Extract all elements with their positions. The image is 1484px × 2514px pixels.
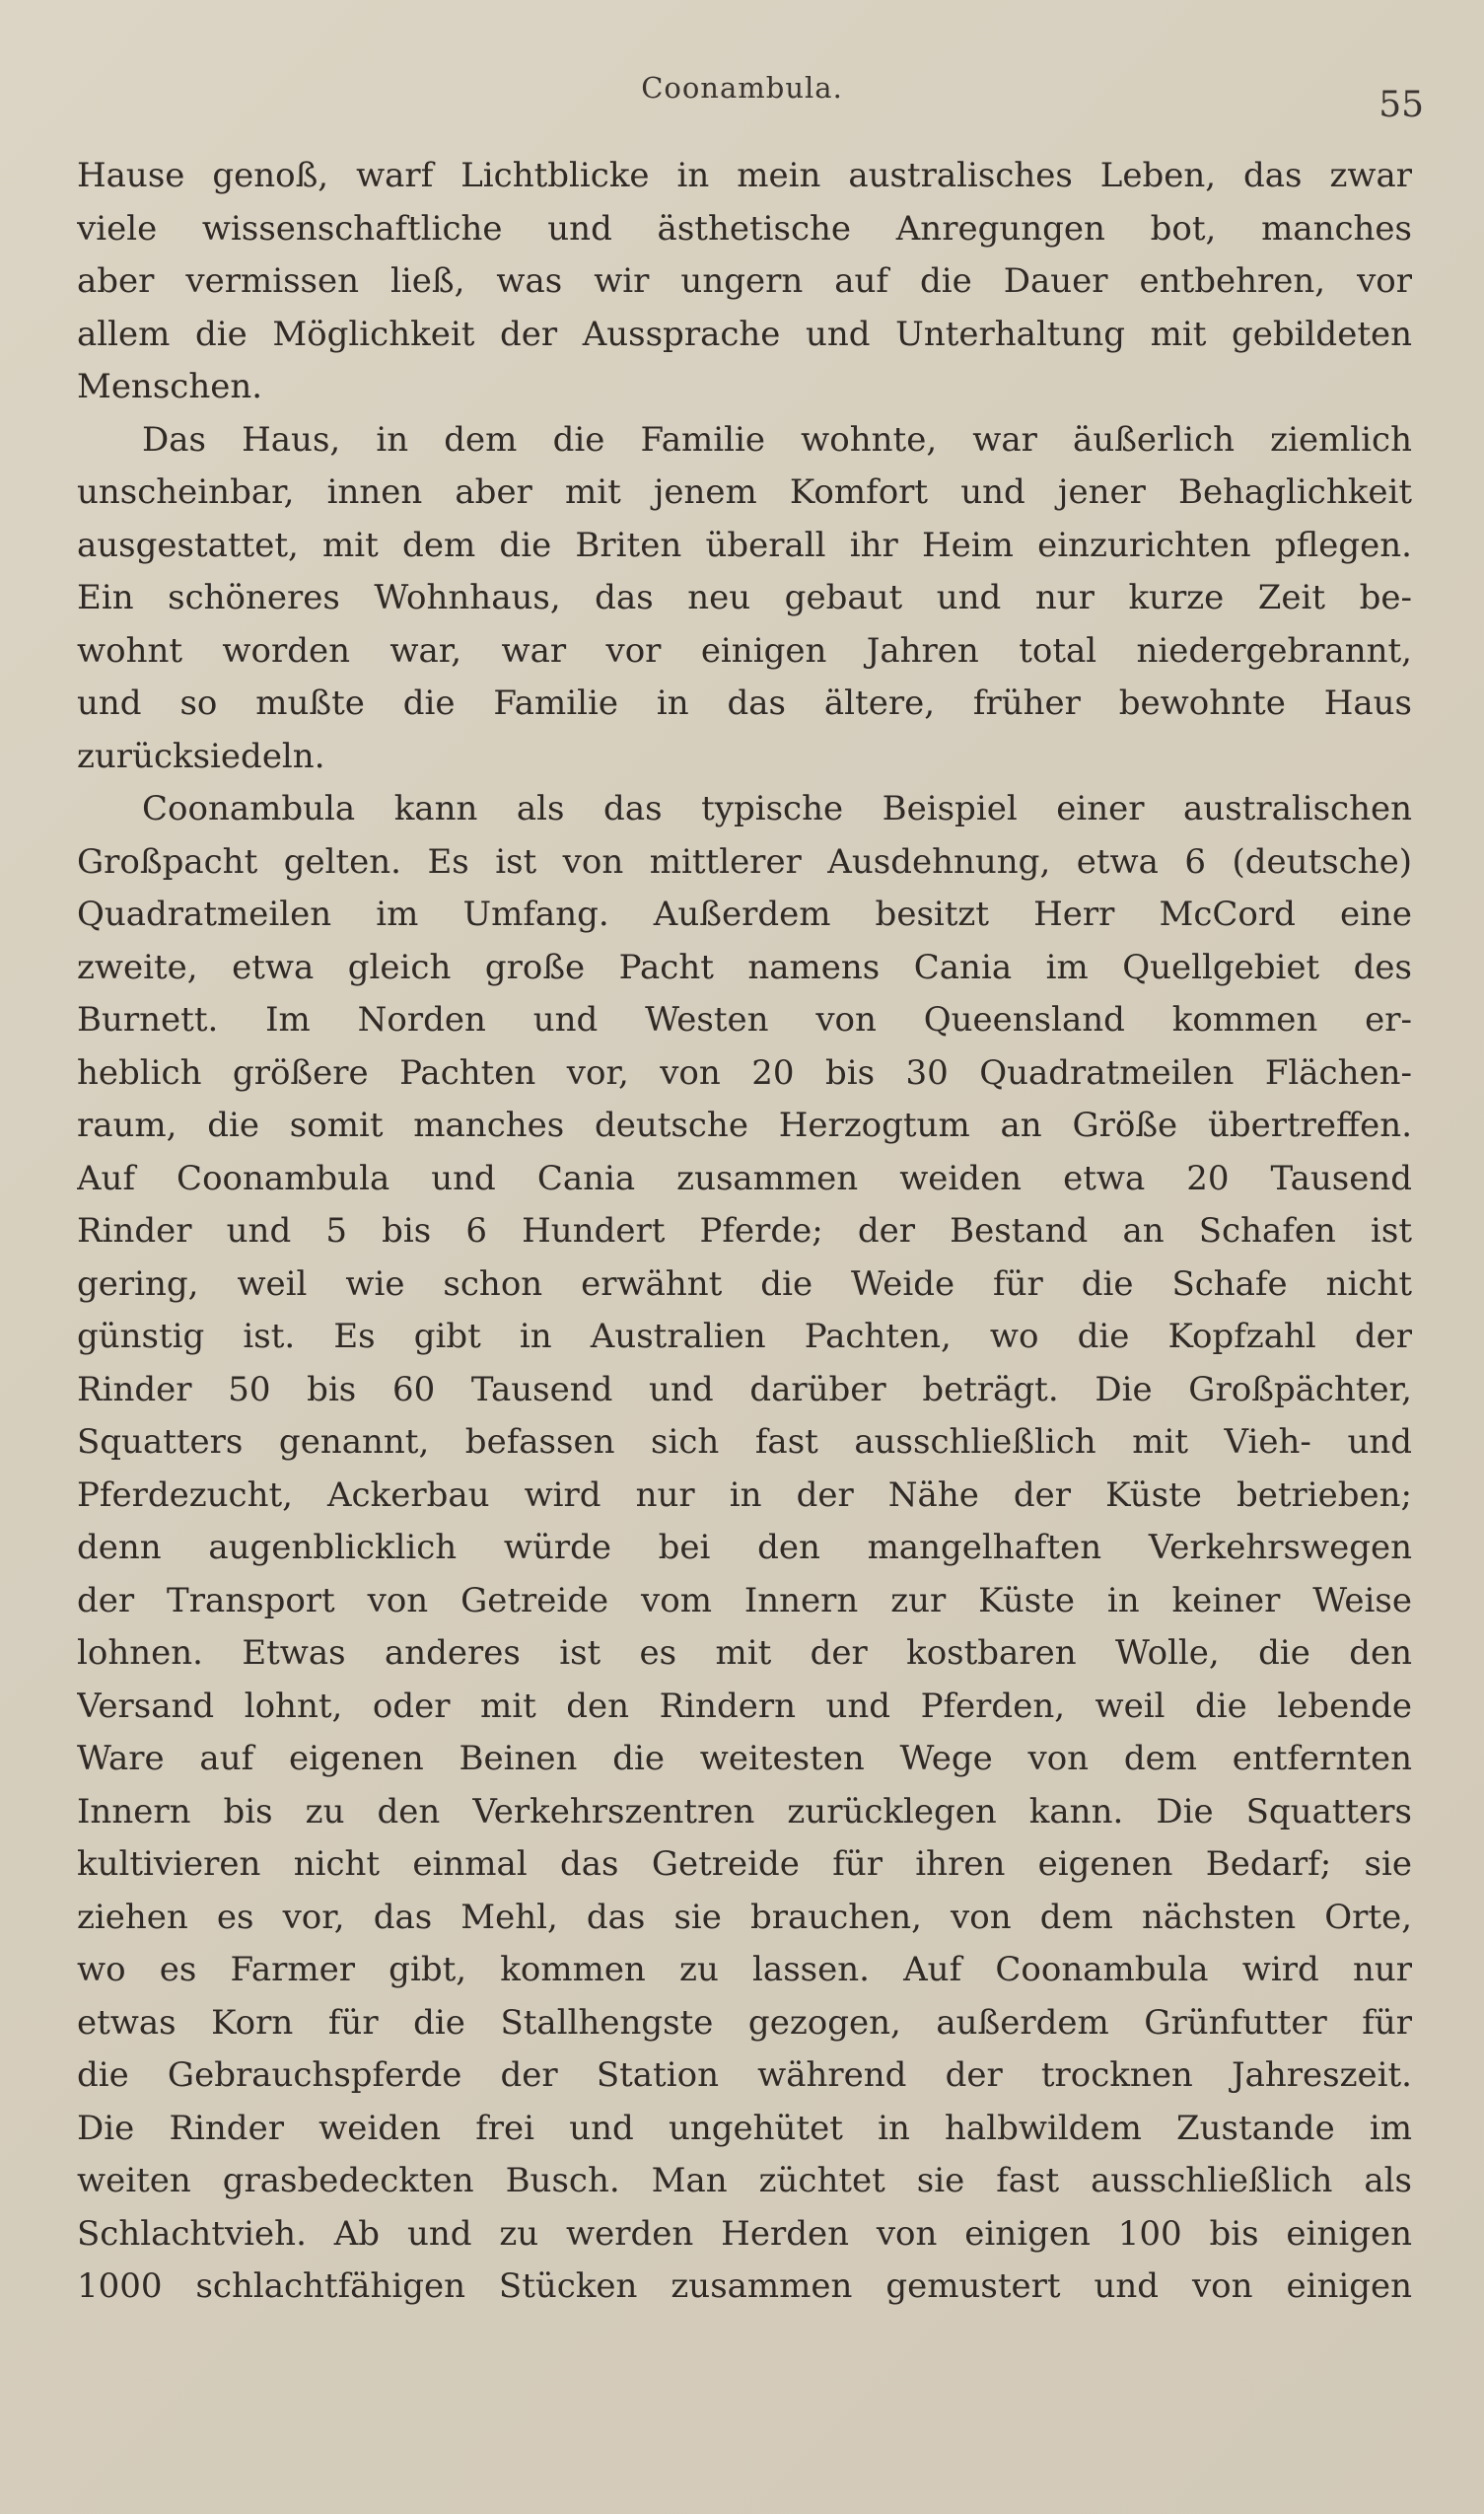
text-line: Squatters genannt, befassen sich fast ausschließlich mit Vieh- und <box>77 1422 1412 1462</box>
text-line: Die Rinder weiden frei und ungehütet in halbwildem Zustande im <box>77 2108 1412 2148</box>
text-line: zurücksiedeln. <box>77 736 325 776</box>
text-line: unscheinbar, innen aber mit jenem Komfort und jener Behaglichkeit <box>77 472 1412 512</box>
text-line: wo es Farmer gibt, kommen zu lassen. Auf Coonambula wird nur <box>77 1950 1412 1989</box>
text-line: etwas Korn für die Stallhengste gezogen, außerdem Grünfutter für <box>77 2002 1412 2043</box>
text-line: aber vermissen ließ, was wir ungern auf die Dauer entbehren, vor <box>77 261 1412 301</box>
text-line: raum, die somit manches deutsche Herzogtum an Größe übertreffen. <box>77 1106 1412 1145</box>
paragraph <box>77 414 1412 784</box>
text-line: 1000 schlachtfähigen Stücken zusammen gemustert und von einigen <box>77 2266 1412 2306</box>
text-line: Burnett. Im Norden und Westen von Queensland kommen er- <box>77 1000 1412 1040</box>
text-line: Hause genoß, warf Lichtblicke in mein australisches Leben, das zwar <box>77 156 1412 195</box>
text-line: Großpacht gelten. Es ist von mittlerer Ausdehnung, etwa 6 (deutsche) <box>77 841 1412 882</box>
paragraph <box>77 783 1412 2314</box>
text-line: weiten grasbedeckten Busch. Man züchtet sie fast ausschließlich als <box>77 2161 1412 2200</box>
running-head: Coonambula. <box>641 71 843 105</box>
text-line: kultivieren nicht einmal das Getreide für ihren eigenen Bedarf; sie <box>77 1844 1412 1884</box>
text-line: Rinder und 5 bis 6 Hundert Pferde; der Bestand an Schafen ist <box>77 1211 1412 1251</box>
text-line: Ware auf eigenen Beinen die weitesten Wege von dem entfernten <box>77 1739 1412 1778</box>
text-line: Versand lohnt, oder mit den Rindern und Pferden, weil die lebende <box>77 1686 1412 1726</box>
text-line: Coonambula kann als das typische Beispiel einer australischen <box>142 789 1412 828</box>
text-line: viele wissenschaftliche und ästhetische Anregungen bot, manches <box>77 208 1412 249</box>
text-line: Rinder 50 bis 60 Tausend und darüber beträgt. Die Großpächter, <box>77 1369 1412 1409</box>
text-line: Auf Coonambula und Cania zusammen weiden etwa 20 Tausend <box>77 1158 1412 1198</box>
text-line: ausgestattet, mit dem die Briten überall ihr Heim einzurichten pflegen. <box>77 525 1412 565</box>
body-text <box>77 150 1412 2314</box>
text-line: günstig ist. Es gibt in Australien Pachten, wo die Kopfzahl der <box>77 1317 1412 1356</box>
text-line: der Transport von Getreide vom Innern zur Küste in keiner Weise <box>77 1580 1412 1620</box>
text-line: lohnen. Etwas anderes ist es mit der kostbaren Wolle, die den <box>77 1633 1412 1673</box>
text-line: wohnt worden war, war vor einigen Jahren total niedergebrannt, <box>77 630 1412 671</box>
text-line: allem die Möglichkeit der Aussprache und Unterhaltung mit gebildeten <box>77 314 1412 354</box>
text-line: die Gebrauchspferde der Station während der trocknen Jahreszeit. <box>77 2055 1412 2095</box>
text-line: Das Haus, in dem die Familie wohnte, war äußerlich ziemlich <box>142 419 1412 460</box>
text-line: ziehen es vor, das Mehl, das sie brauchen, von dem nächsten Orte, <box>77 1897 1412 1937</box>
text-line: denn augenblicklich würde bei den mangelhaften Verkehrswegen <box>77 1528 1412 1567</box>
text-line: Ein schöneres Wohnhaus, das neu gebaut und nur kurze Zeit be- <box>77 578 1412 617</box>
text-line: Menschen. <box>77 367 263 406</box>
text-line: Quadratmeilen im Umfang. Außerdem besitzt Herr McCord eine <box>77 895 1412 934</box>
page-number: 55 <box>1378 85 1424 125</box>
text-line: Schlachtvieh. Ab und zu werden Herden von einigen 100 bis einigen <box>77 2213 1412 2254</box>
text-line: gering, weil wie schon erwähnt die Weide für die Schafe nicht <box>77 1263 1412 1304</box>
text-line: und so mußte die Familie in das ältere, früher bewohnte Haus <box>77 683 1412 723</box>
text-line: zweite, etwa gleich große Pacht namens Cania im Quellgebiet des <box>77 947 1412 987</box>
text-line: heblich größere Pachten vor, von 20 bis 30 Quadratmeilen Flächen- <box>77 1052 1412 1093</box>
paragraph <box>77 150 1412 414</box>
text-line: Innern bis zu den Verkehrszentren zurücklegen kann. Die Squatters <box>77 1791 1412 1832</box>
text-line: Pferdezucht, Ackerbau wird nur in der Nähe der Küste betrieben; <box>77 1474 1412 1515</box>
